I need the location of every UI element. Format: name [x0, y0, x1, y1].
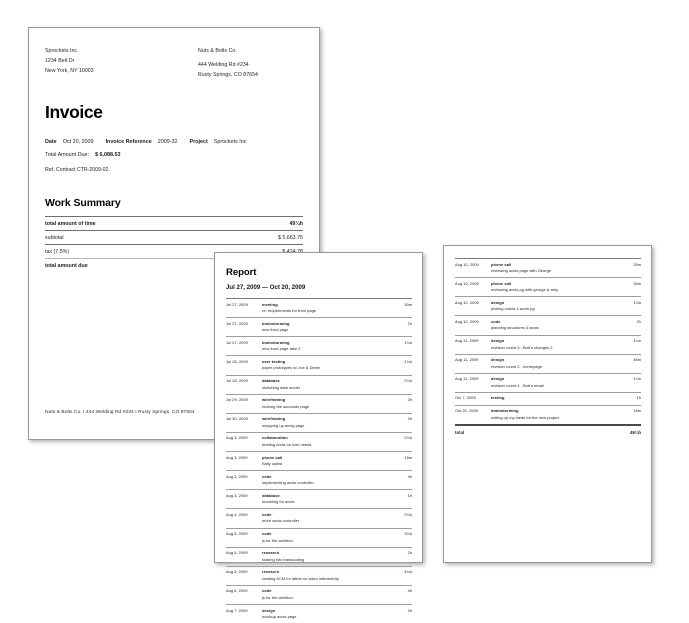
entry-description [262, 471, 386, 490]
entry-description [491, 405, 615, 425]
entry-date: Jul 27, 2009 [226, 299, 262, 318]
table-row [226, 528, 412, 547]
entry-hours: 15m [615, 405, 641, 425]
summary-label: tax (7.5%) [45, 244, 218, 258]
entry-hours: 2h [386, 547, 412, 566]
report-title: Report [226, 267, 412, 278]
table-row [455, 278, 641, 297]
entry-task: meeting [262, 302, 386, 308]
table-row [226, 432, 412, 451]
entry-task: code [262, 531, 386, 537]
summary-value: $ 5,663.75 [218, 230, 303, 244]
entry-task: testing [491, 395, 615, 401]
entry-task: design [262, 608, 386, 614]
entry-note: modeling for accts [262, 499, 386, 505]
entry-task: design [491, 376, 615, 382]
table-row [455, 335, 641, 354]
sender-name: Sprockets Inc. [45, 48, 79, 54]
invoice-footer: Nuts & Bolts Co. I 444 Welding Rd #234 I Rusty Springs, CO 87654 [45, 410, 195, 415]
entry-hours: 2¼h [386, 375, 412, 394]
entry-note: planning structures 4 accts [491, 325, 615, 331]
entry-date: Oct 20, 2009 [455, 405, 491, 425]
entry-note: revision round 2 - homepage [491, 364, 615, 370]
table-row [455, 316, 641, 335]
entry-note: reviewing accts page with George [491, 268, 615, 274]
report-total-label: total [455, 425, 491, 438]
work-summary-heading: Work Summary [45, 197, 303, 209]
entry-hours: 2h [386, 413, 412, 432]
table-row [226, 299, 412, 318]
entry-date: Jul 30, 2009 [226, 413, 262, 432]
project-value: Sprockets Inc [214, 139, 247, 145]
entry-note: briefing Anna on icon needs [262, 442, 386, 448]
entry-date: Aug 3, 2009 [226, 432, 262, 451]
entry-note: new front page take 2 [262, 346, 386, 352]
entry-task: code [491, 319, 615, 325]
entry-date: Aug 10, 2009 [455, 297, 491, 316]
table-row [455, 405, 641, 425]
entry-description [262, 547, 386, 566]
entry-description [262, 299, 386, 318]
entry-description [491, 392, 615, 405]
entry-task: brainstorming [262, 321, 386, 327]
ref-contract: Ref. Contract CTR-2009-02. [45, 167, 303, 173]
summary-label: subtotal [45, 230, 218, 244]
project-label: Project [190, 139, 208, 145]
reference-value: 2009-32 [158, 139, 178, 145]
table-row [226, 585, 412, 604]
table-row [455, 354, 641, 373]
report-entries-body-1 [226, 299, 412, 623]
entry-date: Aug 5, 2009 [226, 547, 262, 566]
entry-task: wireframing [262, 416, 386, 422]
entry-date: Aug 3, 2009 [226, 490, 262, 509]
entry-hours: 1h [615, 392, 641, 405]
entry-description [262, 452, 386, 471]
entry-description [262, 318, 386, 337]
report-entries-body-2 [455, 259, 641, 438]
entry-note: revision round 3 - Bob's changes 2 [491, 345, 615, 351]
entry-note: looking into transcoding [262, 557, 386, 563]
entry-description [491, 335, 615, 354]
entry-hours: 4h [386, 471, 412, 490]
entry-note: reading ACM for latest on video interactivity [262, 576, 386, 582]
entry-description [262, 585, 386, 604]
entry-note: writing up my ideas for the new project [491, 415, 615, 421]
entry-note: revision round 4 - Bob's email [491, 383, 615, 389]
entry-task: brainstorming [262, 340, 386, 346]
total-due-value: $ 6,088.53 [95, 152, 120, 158]
entry-hours: 1¼h [386, 356, 412, 375]
recipient-city: Rusty Springs, CO 87654 [198, 72, 258, 78]
entry-task: phone call [262, 455, 386, 461]
entry-date: Oct 7, 2009 [455, 392, 491, 405]
invoice-title: Invoice [45, 102, 303, 123]
entry-task: design [491, 300, 615, 306]
entry-description [262, 394, 386, 413]
table-row [455, 392, 641, 405]
date-label: Date [45, 139, 57, 145]
table-row [226, 605, 412, 623]
table-row [455, 373, 641, 392]
address-spacer [198, 56, 303, 60]
entry-description [491, 297, 615, 316]
entry-date: Aug 10, 2009 [455, 259, 491, 278]
table-row [226, 413, 412, 432]
entry-task: research [262, 550, 386, 556]
entry-description [262, 509, 386, 528]
entry-date: Jul 28, 2009 [226, 375, 262, 394]
entry-description [491, 354, 615, 373]
entry-hours: 4h [386, 585, 412, 604]
entry-hours: 30m [386, 299, 412, 318]
entry-task: phone call [491, 281, 615, 287]
table-row [226, 471, 412, 490]
entry-date: Jul 28, 2009 [226, 356, 262, 375]
entry-task: user testing [262, 359, 386, 365]
entry-date: Aug 7, 2009 [226, 605, 262, 623]
entry-note: new front page [262, 327, 386, 333]
sender-address [45, 46, 94, 76]
entry-description [491, 316, 615, 335]
entry-task: code [262, 474, 386, 480]
report-entries-table-1 [226, 298, 412, 623]
entry-note: re: requirements for front page [262, 308, 386, 314]
entry-hours: 2h [386, 394, 412, 413]
entry-hours: 3¼h [386, 528, 412, 547]
entry-task: research [262, 569, 386, 575]
entry-hours: 2¼h [386, 509, 412, 528]
table-row [226, 337, 412, 356]
table-row [226, 356, 412, 375]
entry-description [491, 373, 615, 392]
table-row [455, 297, 641, 316]
sender-street: 1234 Belt Dr [45, 58, 74, 64]
entry-description [262, 528, 386, 547]
entry-description [491, 278, 615, 297]
report-page-2 [443, 245, 652, 563]
entry-hours: 1¼h [615, 297, 641, 316]
entry-date: Aug 3, 2009 [226, 471, 262, 490]
entry-hours: 4¼h [386, 566, 412, 585]
table-row [226, 318, 412, 337]
entry-date: Aug 3, 2009 [226, 452, 262, 471]
entry-hours: 1¼h [615, 373, 641, 392]
summary-value: 49¼h [218, 216, 303, 230]
recipient-name: Nuts & Bolts Co. [198, 48, 237, 54]
entry-note: js for the webfrou [262, 595, 386, 601]
sender-city: New York, NY 10003 [45, 68, 94, 74]
report-page-1 [214, 252, 423, 563]
entry-description [262, 432, 386, 451]
table-row [226, 566, 412, 585]
table-row [226, 394, 412, 413]
entry-task: database [262, 493, 386, 499]
entry-task: design [491, 357, 615, 363]
entry-note: picking colors 4 accts pg [491, 306, 615, 312]
table-row [455, 259, 641, 278]
invoice-meta-line [45, 136, 303, 148]
table-row [226, 490, 412, 509]
report-date-range: Jul 27, 2009 — Oct 20, 2009 [226, 284, 412, 291]
entry-task: brainstorming [491, 408, 615, 414]
entry-date: Aug 10, 2009 [455, 278, 491, 297]
entry-description [262, 337, 386, 356]
entry-description [491, 259, 615, 278]
entry-description [262, 356, 386, 375]
entry-date: Aug 6, 2009 [226, 585, 262, 604]
entry-note: redoing the accounts page [262, 404, 386, 410]
entry-note: reviewing accts pg with george & amy [491, 287, 615, 293]
entry-hours: 2¼h [386, 432, 412, 451]
address-block [45, 46, 303, 80]
entry-note: more accts controller [262, 518, 386, 524]
entry-note: js for the webfrou [262, 538, 386, 544]
entry-date: Aug 11, 2009 [455, 354, 491, 373]
report-total-row [455, 425, 641, 438]
table-row [226, 509, 412, 528]
entry-hours: 2h [615, 316, 641, 335]
report-entries-table-2 [455, 258, 641, 437]
entry-hours: 2h [386, 605, 412, 623]
table-row [226, 547, 412, 566]
entry-date: Aug 5, 2009 [226, 566, 262, 585]
date-value: Oct 20, 2009 [63, 139, 94, 145]
entry-note: sketching data model [262, 385, 386, 391]
entry-hours: 15m [386, 452, 412, 471]
entry-hours: 30m [615, 259, 641, 278]
entry-note: mockup accts page [262, 614, 386, 620]
recipient-street: 444 Welding Rd #234 [198, 62, 249, 68]
report-total-spacer [491, 425, 615, 438]
entry-date: Aug 4, 2009 [226, 509, 262, 528]
entry-note: paper prototypes w/ Joe & Dieter [262, 365, 386, 371]
entry-date: Jul 27, 2009 [226, 337, 262, 356]
entry-task: phone call [491, 262, 615, 268]
entry-task: wireframing [262, 397, 386, 403]
entry-hours: 2h [386, 318, 412, 337]
entry-description [262, 413, 386, 432]
entry-date: Aug 11, 2009 [455, 373, 491, 392]
summary-label: total amount of time [45, 216, 218, 230]
entry-task: design [491, 338, 615, 344]
entry-task: collaboration [262, 435, 386, 441]
entry-note: Sally called [262, 461, 386, 467]
entry-description [262, 566, 386, 585]
entry-date: Aug 11, 2009 [455, 335, 491, 354]
entry-date: Aug 5, 2009 [226, 528, 262, 547]
entry-hours: 1h [386, 490, 412, 509]
entry-note: wrapping up acctg page [262, 423, 386, 429]
total-due-line [45, 149, 303, 161]
entry-date: Jul 29, 2009 [226, 394, 262, 413]
entry-date: Jul 27, 2009 [226, 318, 262, 337]
entry-hours: 45m [615, 354, 641, 373]
summary-row-total-time [45, 216, 303, 230]
entry-note: implementing accts controller [262, 480, 386, 486]
entry-description [262, 375, 386, 394]
recipient-address [198, 46, 303, 80]
report-total-value: 49¼h [615, 425, 641, 438]
entry-hours: 30m [615, 278, 641, 297]
reference-label: Invoice Reference [106, 139, 152, 145]
entry-task: code [262, 588, 386, 594]
entry-hours: 1¼h [615, 335, 641, 354]
entry-description [262, 490, 386, 509]
summary-row-subtotal [45, 230, 303, 244]
entry-task: code [262, 512, 386, 518]
summary-label: total amount due [45, 258, 218, 272]
entry-task: database [262, 378, 386, 384]
table-row [226, 452, 412, 471]
table-row [226, 375, 412, 394]
entry-date: Aug 10, 2009 [455, 316, 491, 335]
entry-description [262, 605, 386, 623]
entry-hours: 1¼h [386, 337, 412, 356]
total-due-label: Total Amount Due: [45, 152, 89, 158]
